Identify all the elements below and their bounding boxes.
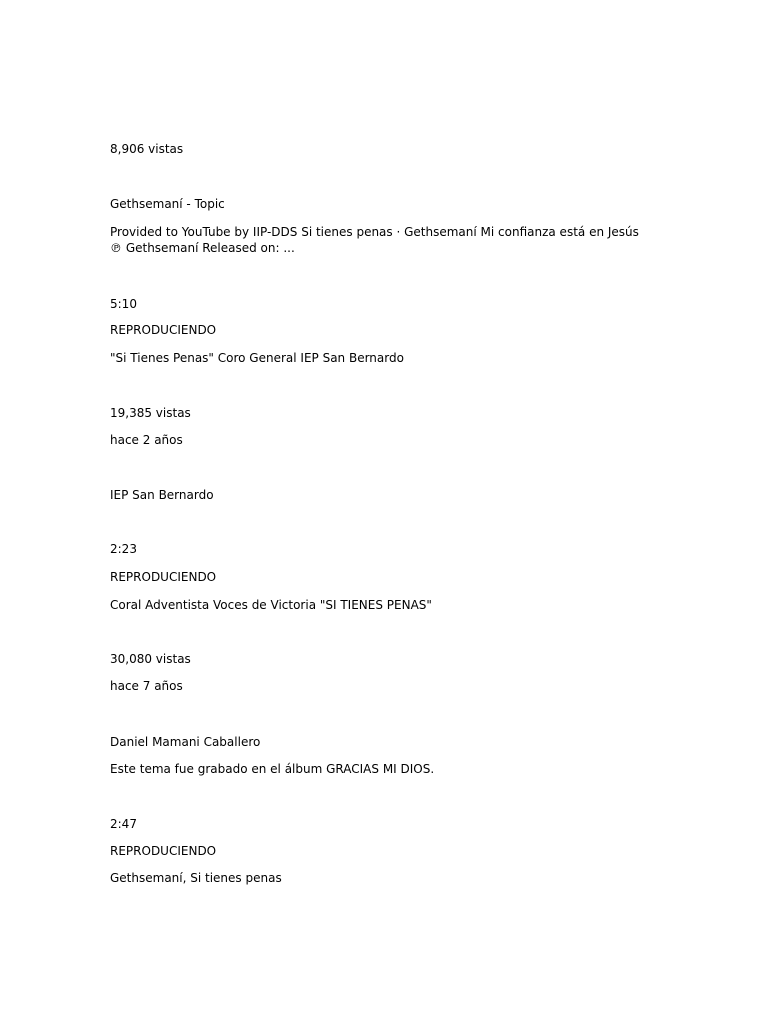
upload-age: hace 2 años xyxy=(110,433,183,447)
channel-name[interactable]: Gethsemaní - Topic xyxy=(110,197,225,211)
video-title[interactable]: "Si Tienes Penas" Coro General IEP San Bernardo xyxy=(110,351,404,365)
video-duration: 2:47 xyxy=(110,817,137,831)
playing-status: REPRODUCIENDO xyxy=(110,323,217,337)
channel-name[interactable]: IEP San Bernardo xyxy=(110,488,214,502)
view-count: 8,906 vistas xyxy=(110,142,184,156)
view-count: 30,080 vistas xyxy=(110,652,191,666)
view-count: 19,385 vistas xyxy=(110,406,191,420)
playing-status: REPRODUCIENDO xyxy=(110,570,217,584)
video-duration: 2:23 xyxy=(110,542,137,556)
playing-status: REPRODUCIENDO xyxy=(110,844,217,858)
video-description: Este tema fue grabado en el álbum GRACIAS MI DIOS. xyxy=(110,762,435,776)
channel-name[interactable]: Daniel Mamani Caballero xyxy=(110,735,261,749)
video-title[interactable]: Coral Adventista Voces de Victoria "SI TIENES PENAS" xyxy=(110,598,432,612)
video-duration: 5:10 xyxy=(110,297,137,311)
upload-age: hace 7 años xyxy=(110,679,183,693)
video-description: Provided to YouTube by IIP-DDS Si tienes penas · Gethsemaní Mi confianza está en Jesús ℗ Gethsemaní Released on: ... xyxy=(110,225,639,255)
video-title[interactable]: Gethsemaní, Si tienes penas xyxy=(110,871,282,885)
